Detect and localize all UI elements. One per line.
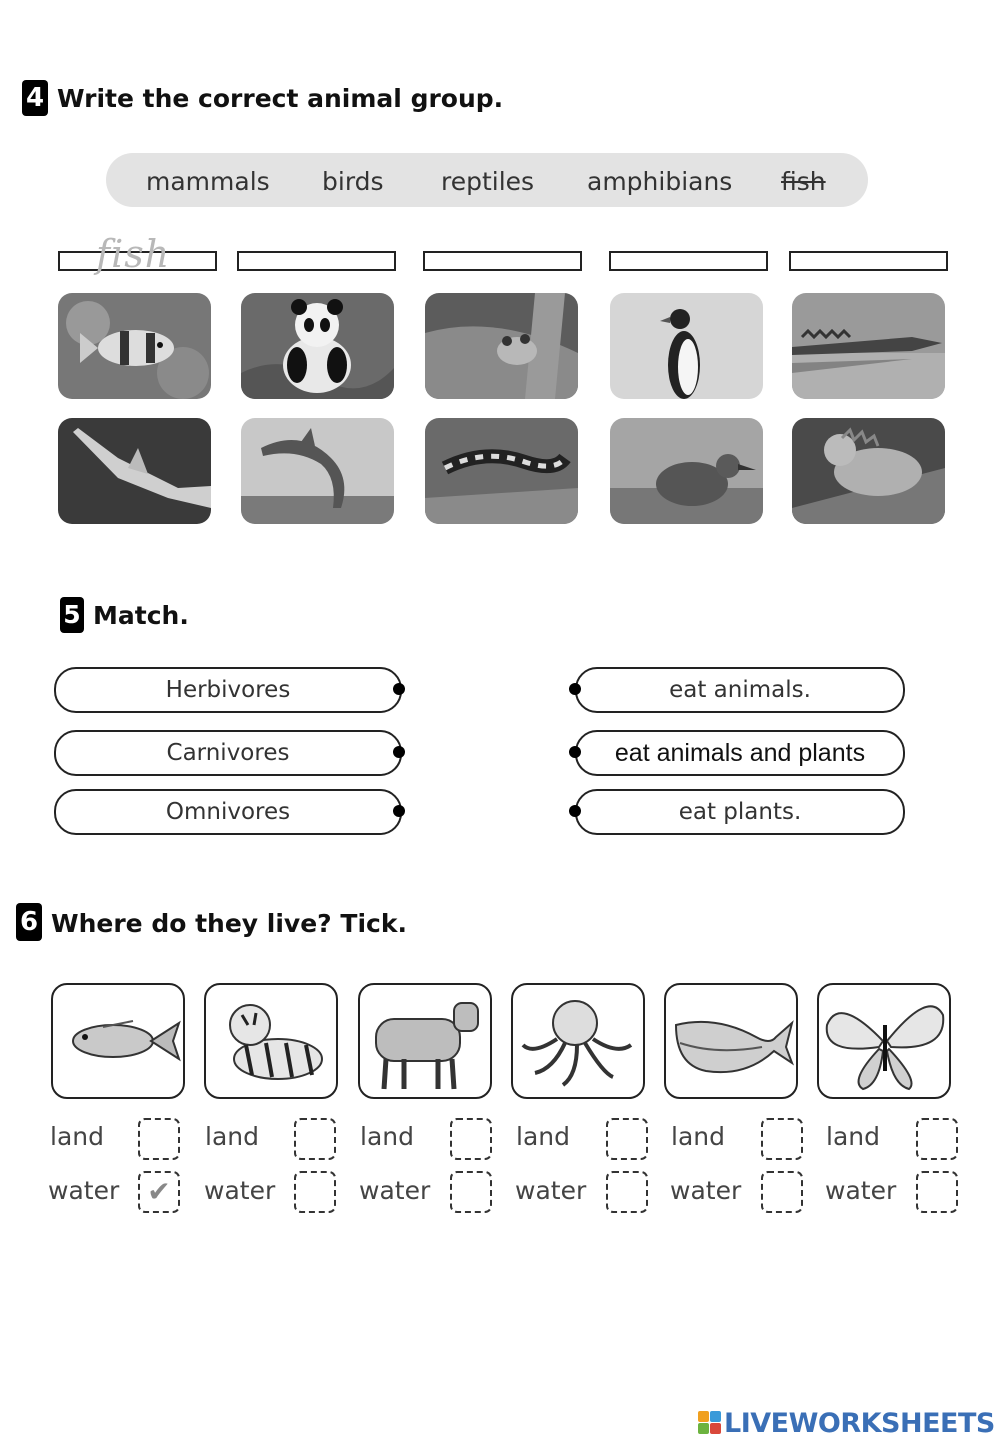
dolphin-photo xyxy=(241,418,394,524)
tick-box-tiger-land[interactable] xyxy=(294,1118,336,1160)
swordfish-photo xyxy=(58,418,211,524)
match-right-eat-plants[interactable]: eat plants. xyxy=(575,789,905,835)
water-label-4: water xyxy=(515,1176,587,1205)
exercise-5-number: 5 xyxy=(60,597,84,633)
kiwi-bird-photo xyxy=(610,418,763,524)
cow-card xyxy=(358,983,492,1099)
fish-card xyxy=(51,983,185,1099)
answer-box-4[interactable] xyxy=(609,251,768,271)
tick-box-fish-land[interactable] xyxy=(138,1118,180,1160)
water-label-1: water xyxy=(48,1176,120,1205)
match-left-omnivores[interactable]: Omnivores xyxy=(54,789,402,835)
example-answer-handwriting: fish xyxy=(96,232,171,276)
tick-box-cow-land[interactable] xyxy=(450,1118,492,1160)
answer-box-2[interactable] xyxy=(237,251,396,271)
tick-box-tiger-water[interactable] xyxy=(294,1171,336,1213)
match-dot-right-2[interactable] xyxy=(569,746,581,758)
panda-photo xyxy=(241,293,394,399)
match-dot-right-3[interactable] xyxy=(569,805,581,817)
match-right-eat-animals[interactable]: eat animals. xyxy=(575,667,905,713)
exercise-6-number: 6 xyxy=(16,903,42,941)
water-label-3: water xyxy=(359,1176,431,1205)
clownfish-photo xyxy=(58,293,211,399)
whale-card xyxy=(664,983,798,1099)
land-label-3: land xyxy=(360,1122,414,1151)
butterfly-card xyxy=(817,983,951,1099)
land-label-1: land xyxy=(50,1122,104,1151)
logo-text: LIVEWORKSHEETS xyxy=(724,1408,995,1439)
word-reptiles: reptiles xyxy=(441,167,535,196)
water-label-6: water xyxy=(825,1176,897,1205)
tick-box-octopus-water[interactable] xyxy=(606,1171,648,1213)
match-left-herbivores[interactable]: Herbivores xyxy=(54,667,402,713)
match-dot-left-1[interactable] xyxy=(393,683,405,695)
tick-box-whale-land[interactable] xyxy=(761,1118,803,1160)
exercise-5-title: Match. xyxy=(93,601,189,630)
land-label-6: land xyxy=(826,1122,880,1151)
answer-box-5[interactable] xyxy=(789,251,948,271)
crocodile-photo xyxy=(792,293,945,399)
land-label-5: land xyxy=(671,1122,725,1151)
frog-photo xyxy=(425,293,578,399)
word-mammals: mammals xyxy=(146,167,270,196)
match-right-eat-animals-and-plants[interactable]: eat animals and plants xyxy=(575,730,905,776)
iguana-photo xyxy=(792,418,945,524)
water-label-2: water xyxy=(204,1176,276,1205)
tick-box-cow-water[interactable] xyxy=(450,1171,492,1213)
logo-grid-icon xyxy=(698,1411,722,1435)
answer-box-3[interactable] xyxy=(423,251,582,271)
exercise-6-title: Where do they live? Tick. xyxy=(51,909,407,938)
tiger-card xyxy=(204,983,338,1099)
match-left-carnivores[interactable]: Carnivores xyxy=(54,730,402,776)
match-dot-right-1[interactable] xyxy=(569,683,581,695)
land-label-4: land xyxy=(516,1122,570,1151)
water-label-5: water xyxy=(670,1176,742,1205)
exercise-4-title: Write the correct animal group. xyxy=(57,84,504,113)
tick-box-octopus-land[interactable] xyxy=(606,1118,648,1160)
match-dot-left-3[interactable] xyxy=(393,805,405,817)
tick-box-whale-water[interactable] xyxy=(761,1171,803,1213)
octopus-card xyxy=(511,983,645,1099)
word-amphibians: amphibians xyxy=(587,167,733,196)
word-birds: birds xyxy=(322,167,384,196)
exercise-4-number: 4 xyxy=(22,80,48,116)
tick-box-fish-water[interactable]: ✔ xyxy=(138,1171,180,1213)
tick-box-butterfly-water[interactable] xyxy=(916,1171,958,1213)
word-fish-used: fish xyxy=(781,167,826,196)
match-dot-left-2[interactable] xyxy=(393,746,405,758)
tick-box-butterfly-land[interactable] xyxy=(916,1118,958,1160)
word-bank xyxy=(106,153,868,207)
land-label-2: land xyxy=(205,1122,259,1151)
salamander-photo xyxy=(425,418,578,524)
penguin-photo xyxy=(610,293,763,399)
